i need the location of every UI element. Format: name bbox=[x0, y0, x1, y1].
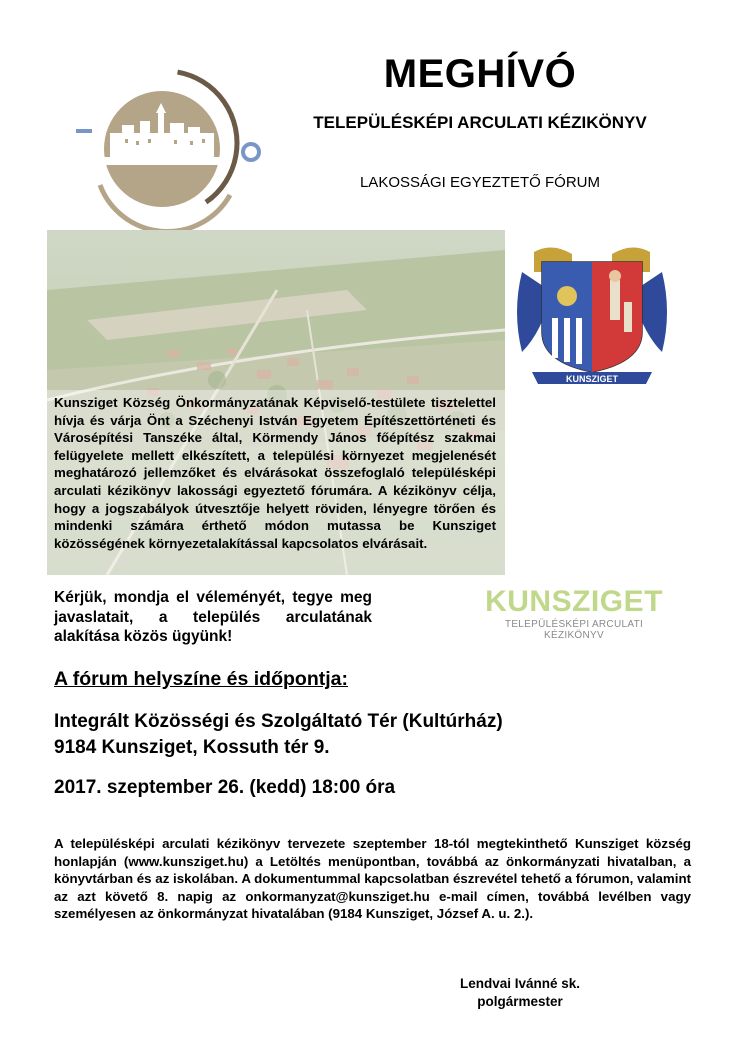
forum-label: LAKOSSÁGI EGYEZTETŐ FÓRUM bbox=[359, 174, 601, 191]
request-paragraph: Kérjük, mondja el véleményét, tegye meg javaslatait, a település arculatának alakítása közös ügyünk! bbox=[54, 589, 372, 645]
brand-name: KUNSZIGET bbox=[485, 585, 663, 618]
signature-name: Lendvai Ivánné sk. bbox=[459, 976, 581, 991]
page-subtitle: TELEPÜLÉSKÉPI ARCULATI KÉZIKÖNYV bbox=[313, 113, 647, 132]
page-title: MEGHÍVÓ bbox=[383, 52, 577, 96]
location-heading: A fórum helyszíne és időpontja: bbox=[54, 668, 348, 690]
venue-address: 9184 Kunsziget, Kossuth tér 9. bbox=[54, 737, 330, 758]
venue bbox=[54, 709, 503, 761]
venue-name: Integrált Közösségi és Szolgáltató Tér (Kultúrház) bbox=[54, 711, 503, 732]
coat-of-arms bbox=[512, 232, 672, 390]
signature-role: polgármester bbox=[477, 993, 563, 1009]
info-paragraph: A településképi arculati kézikönyv tervezete szeptember 18-tól megtekinthető Kunsziget község honlapján (www.kunsziget.hu) a Letöltés menüpontban, továbbá az önkormányzati hivatalban, a könyvtárban és az iskolában. A dokumentummal kapcsolatban észrevétel tehető a fórumon, valamint az azt követő 8. napig az onkormanyzat@kunsziget.hu e-mail címen, továbbá levélben vagy személyesen az önkormányzat hivatalában (9184 Kunsziget, József A. u. 2.). bbox=[54, 836, 691, 922]
intro-paragraph: Kunsziget Község Önkormányzatának Képviselő-testülete tisztelettel hívja és várja Önt a Széchenyi István Egyetem Építészettörténeti és Városépítési Tanszéke által, Körmendy János főépítész szakmai felügyelete mellett elkészített, a települési környezet megjelenését meghatározó jellemzőket és elvárásokat összefoglaló településképi arculati kézikönyv lakossági egyeztető fórumára. A kézikönyv célja, hogy a jogszabályok útvesztője helyett röviden, lényegre törően és mindenki számára érthető módon mutassa be Kunsziget közösségének környezetalakítással kapcsolatos elvárásait. bbox=[54, 395, 496, 551]
village-logo bbox=[70, 45, 265, 235]
event-datetime: 2017. szeptember 26. (kedd) 18:00 óra bbox=[54, 777, 396, 798]
signature bbox=[420, 975, 620, 1010]
brand-block bbox=[474, 585, 674, 641]
brand-tagline: TELEPÜLÉSKÉPI ARCULATI KÉZIKÖNYV bbox=[504, 619, 644, 641]
coat-banner-text: KUNSZIGET bbox=[565, 374, 619, 384]
